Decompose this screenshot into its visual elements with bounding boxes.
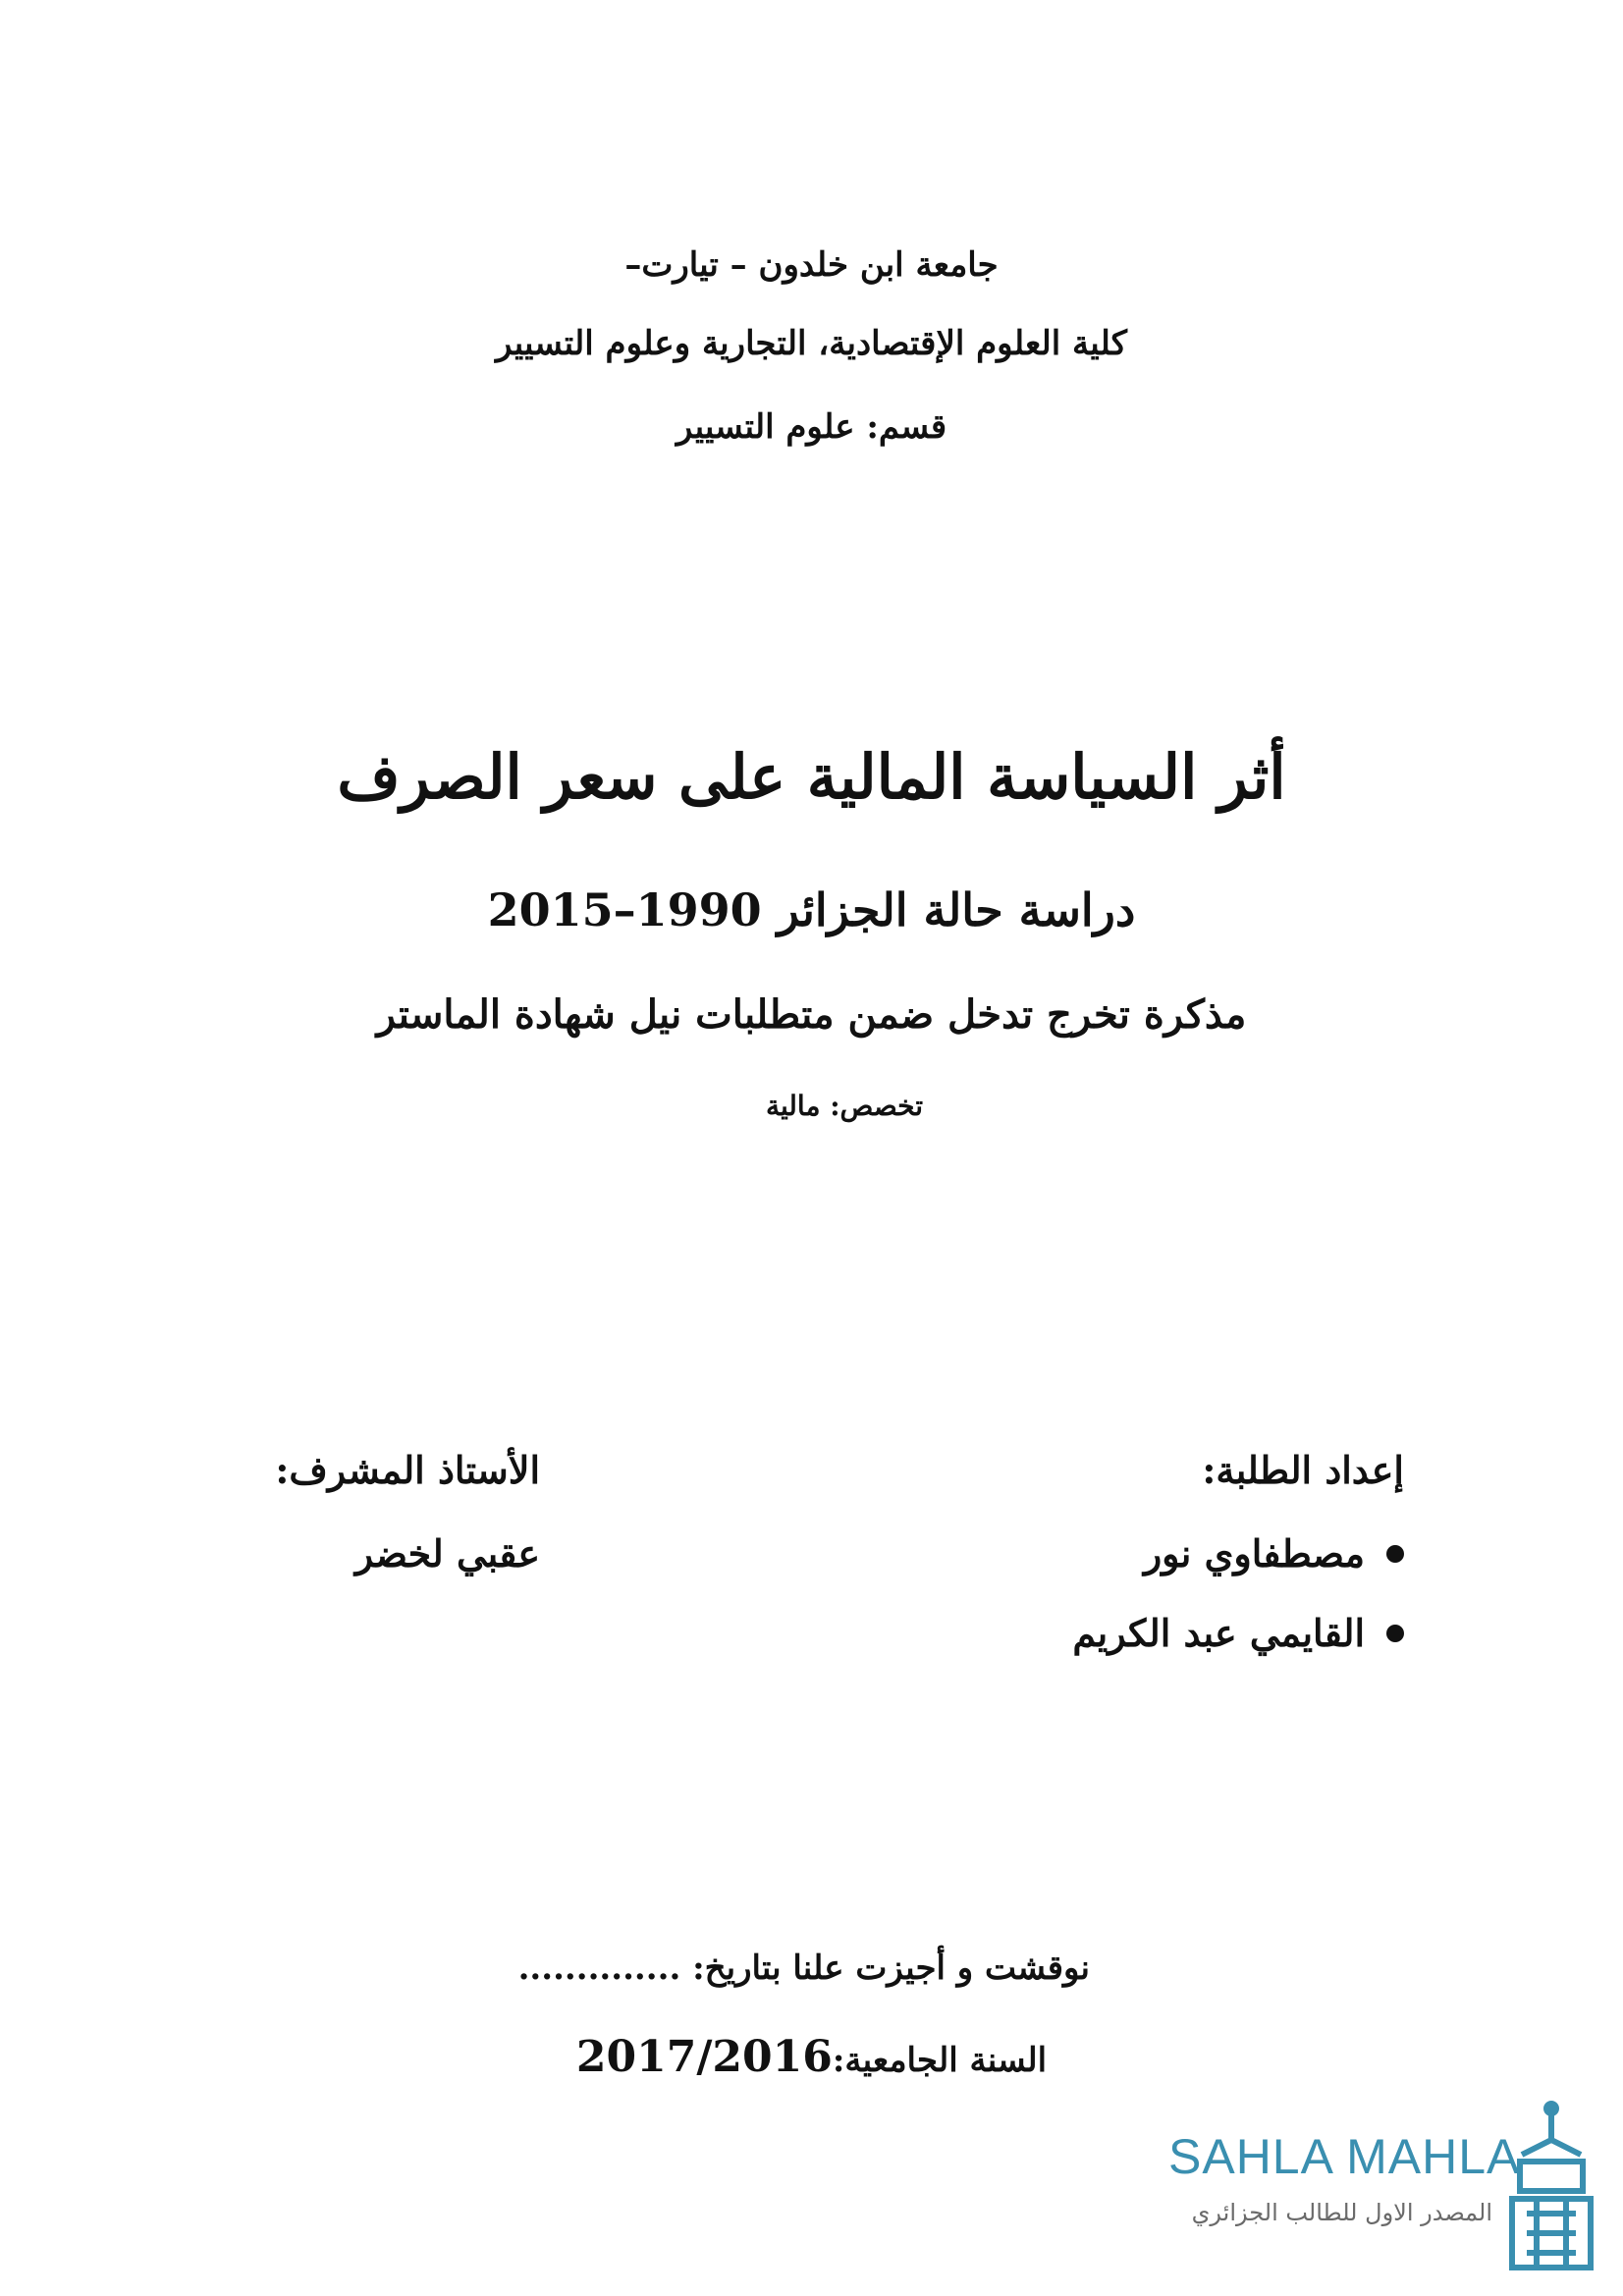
student-name-text: مصطفاوي نور: [1143, 1531, 1365, 1575]
logo-text: SAHLA MAHLA: [1168, 2129, 1521, 2184]
memo-description: مذكرة تخرج تدخل ضمن متطلبات نيل شهادة الماستر: [376, 991, 1247, 1038]
academic-year-value: 2017/2016: [575, 2032, 833, 2082]
student-name-text: القايمي عبد الكريم: [1072, 1611, 1365, 1655]
defense-date-line: نوقشت و أجيزت علنا بتاريخ: ..............: [517, 1949, 1090, 1988]
students-label: إعداد الطلبة:: [1202, 1448, 1404, 1492]
university-name: جامعة ابن خلدون – تيارت–: [624, 245, 999, 285]
academic-year-label: السنة الجامعية:: [832, 2041, 1048, 2080]
logo-tagline: المصدر الاول للطالب الجزائري: [1191, 2199, 1492, 2226]
supervisor-label: الأستاذ المشرف:: [275, 1448, 540, 1492]
student-name-1: [943, 1531, 1404, 1575]
faculty-name: كلية العلوم الإقتصادية، التجارية وعلوم التسيير: [496, 324, 1127, 363]
thesis-subtitle: دراسة حالة الجزائر 1990–2015: [487, 883, 1136, 936]
supervisor-section: [216, 1448, 540, 1575]
bullet-icon: [1386, 1625, 1404, 1642]
bullet-icon: [1386, 1545, 1404, 1563]
sahla-mahla-logo: [1168, 2101, 1620, 2287]
students-section: [943, 1448, 1404, 1655]
supervisor-name: عقبي لخضر: [354, 1531, 540, 1575]
student-name-2: [943, 1611, 1404, 1655]
thesis-title: أثر السياسة المالية على سعر الصرف: [337, 741, 1286, 813]
department-name: قسم: علوم التسيير: [676, 407, 947, 447]
specialization: تخصص: مالية: [765, 1090, 923, 1122]
logo-mark-icon: [1492, 2101, 1610, 2287]
academic-year: [0, 2032, 1623, 2082]
